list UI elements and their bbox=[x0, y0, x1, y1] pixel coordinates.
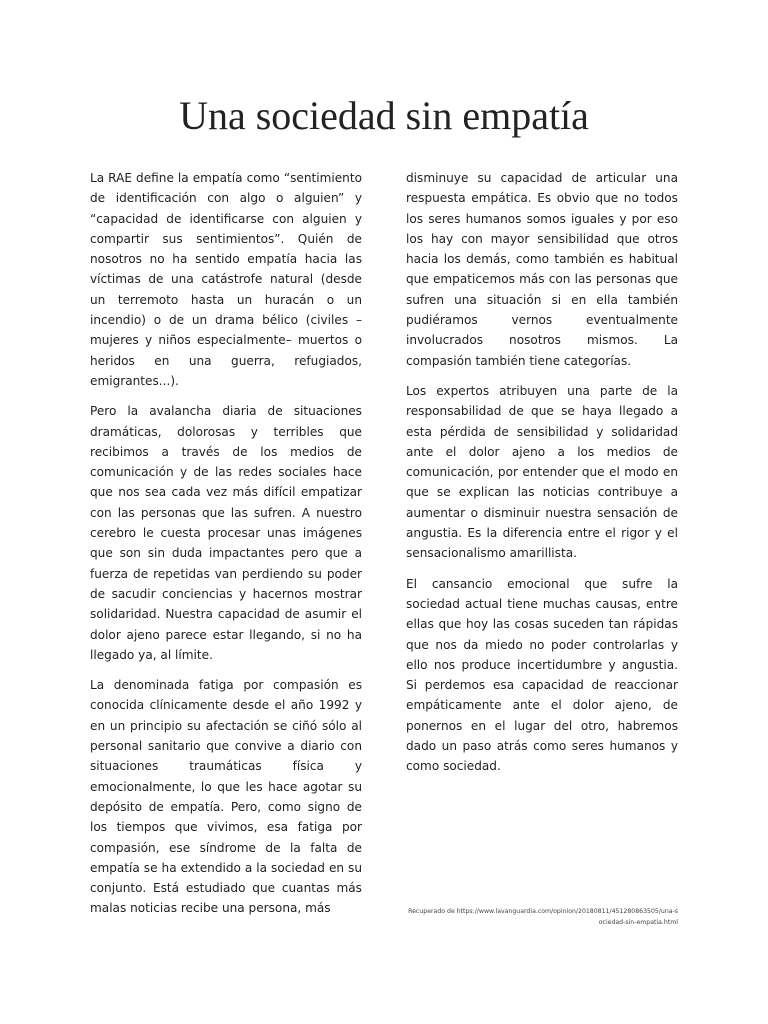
paragraph: Los expertos atribuyen una parte de la responsabilidad de que se haya llegado a esta pérdida de sensibilidad y solidaridad ante el dolor ajeno a los medios de comunicación, por entender que el modo en que se explican las noticias contribuye a aumentar o disminuir nuestra sensación de angustia. Es la diferencia entre el rigor y el sensacionalismo amarillista. bbox=[406, 383, 678, 561]
left-column bbox=[90, 168, 362, 929]
right-column bbox=[406, 168, 678, 787]
paragraph: El cansancio emocional que sufre la sociedad actual tiene muchas causas, entre ellas que hoy las cosas suceden tan rápidas que nos da miedo no poder controlarlas y ello nos produce incertidumbre y angustia. Si perdemos esa capacidad de reaccionar empáticamente ante el dolor ajeno, de ponernos en el lugar del otro, habremos dado un paso atrás como seres humanos y como sociedad. bbox=[406, 576, 678, 774]
paragraph: La RAE define la empatía como “sentimiento de identificación con algo o alguien” y “capacidad de identificarse con alguien y compartir sus sentimientos”. Quién de nosotros no ha sentido empatía hacia las víctimas de una catástrofe natural (desde un terremoto hasta un huracán o un incendio) o de un drama bélico (civiles –mujeres y niños especialmente– muertos o heridos en una guerra, refugiados, emigrantes...). bbox=[90, 171, 362, 388]
source-note: Recuperado de https://www.lavanguardia.com/opinion/20180811/451280863505/una-sociedad-sin-empatia.html bbox=[408, 908, 678, 926]
document-title: Una sociedad sin empatía bbox=[179, 93, 589, 138]
paragraph: disminuye su capacidad de articular una respuesta empática. Es obvio que no todos los seres humanos somos iguales y por eso los hay con mayor sensibilidad que otros hacia los demás, como también es habitual que empaticemos más con las personas que sufren una situación si en ella también pudiéramos vernos eventualmente involucrados nosotros mismos. La compasión también tiene categorías. bbox=[406, 171, 678, 368]
paragraph: La denominada fatiga por compasión es conocida clínicamente desde el año 1992 y en un principio su afectación se ciñó sólo al personal sanitario que convive a diario con situaciones traumáticas física y emocionalmente, lo que les hace agotar su depósito de empatía. Pero, como signo de los tiempos que vivimos, esa fatiga por compasión, ese síndrome de la falta de empatía se ha extendido a la sociedad en su conjunto. Está estudiado que cuantas más malas noticias recibe una persona, más bbox=[90, 678, 362, 916]
paragraph: Pero la avalancha diaria de situaciones dramáticas, dolorosas y terribles que recibimos a través de los medios de comunicación y de las redes sociales hace que nos sea cada vez más difícil empatizar con las personas que las sufren. A nuestro cerebro le cuesta procesar unas imágenes que son sin duda impactantes pero que a fuerza de repetidas van perdiendo su poder de sacudir conciencias y hacernos mostrar solidaridad. Nuestra capacidad de asumir el dolor ajeno parece estar llegando, si no ha llegado ya, al límite. bbox=[90, 404, 362, 662]
